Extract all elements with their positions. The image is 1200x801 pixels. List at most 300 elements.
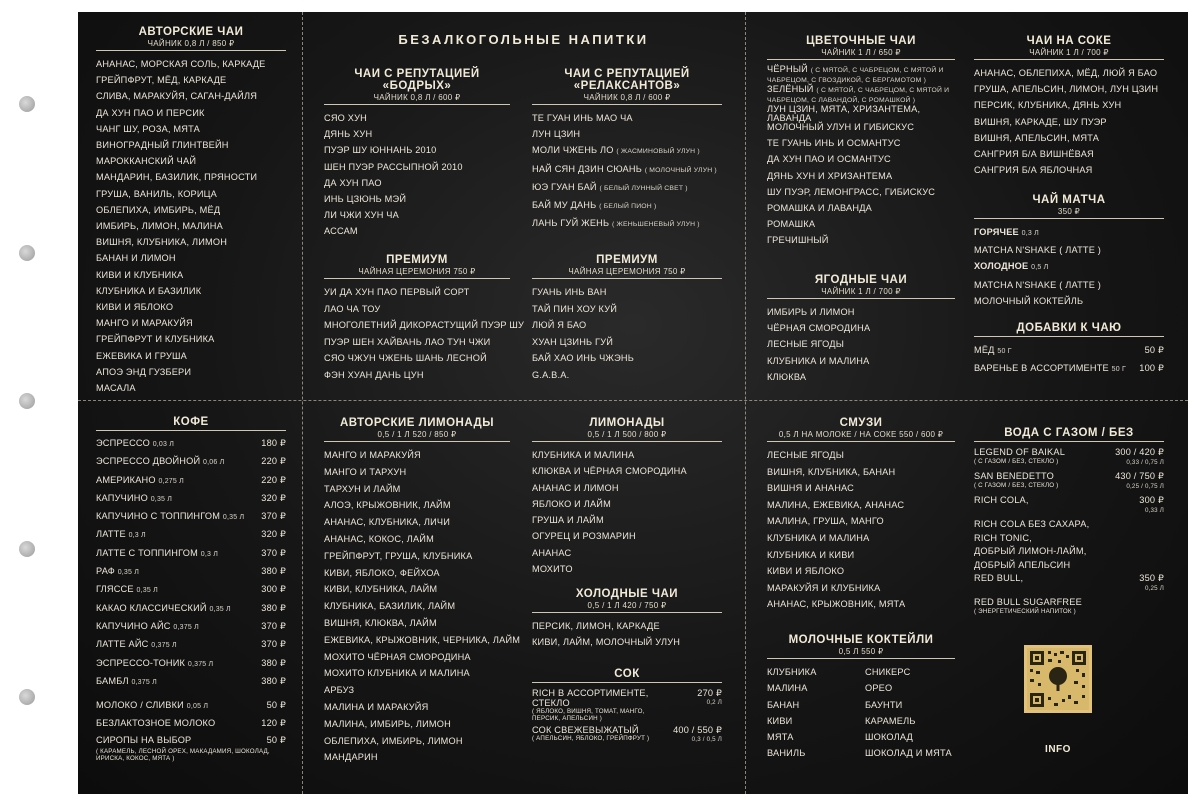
list-item [974,560,1164,571]
list-item: КИВИ, ЯБЛОКО, ФЕЙХОА [324,567,440,578]
list-item [974,533,1164,544]
section-title: АВТОРСКИЕ ЛИМОНАДЫ [339,417,495,429]
item-price: 320 ₽ [261,529,286,540]
section-subtitle: ЧАЙНИК 0,8 Л / 850 ₽ [147,39,235,48]
list-item: АПОЭ ЭНД ГУЗБЕРИ [96,366,192,377]
binder-hole [19,245,35,261]
item-price-value: 300 ₽ [1139,495,1164,505]
list-item [767,105,955,123]
list-item: ГРЕЙПФРУТ, МЁД, КАРКАДЕ [96,75,227,86]
item-name: ДОБРЫЙ ЛИМОН-ЛАЙМ, [974,546,1087,556]
item-name: КАПУЧИНО АЙС [96,620,171,631]
list-item [96,526,286,544]
section-subtitle: 0,5 Л НА МОЛОКЕ / НА СОКЕ 550 / 600 ₽ [778,430,944,439]
list-item: МНОГОЛЕТНИЙ ДИКОРАСТУЩИЙ ПУЭР ШУ [324,320,525,331]
list-item: ТАРХУН И ЛАЙМ [324,483,401,494]
list-item: МАРАКУЙЯ И КЛУБНИКА [767,582,881,593]
item-volume: 0,25 / 0,75 Л [1126,482,1164,490]
list-item: КЛЮКВА [767,371,807,382]
section-subtitle: ЧАЙНИК 1 Л / 700 ₽ [1029,48,1109,57]
item-price: 380 ₽ [261,657,286,668]
item-name: НАЙ СЯН ДЗИН СЮАНЬ [532,163,642,174]
list-item: MATCHA N'SHAKE ( ЛАТТЕ ) [974,245,1102,256]
section-title-2: «БОДРЫХ» [382,80,452,92]
list-item: БАНАН И ЛИМОН [96,253,176,264]
qr-label: INFO [1045,744,1071,755]
section-subtitle: ЧАЙНИК 0,8 Л / 600 ₽ [583,93,671,102]
item-price-value: 350 ₽ [1139,573,1164,583]
item-price: 370 ₽ [261,620,286,631]
list-item: ЛЕСНЫЕ ЯГОДЫ [767,339,845,350]
item-volume: 0,375 Л [187,660,214,668]
item-price: 50 ₽ [266,700,286,711]
list-item [767,85,955,105]
list-item: МОХИТО ЧЁРНАЯ СМОРОДИНА [324,651,471,662]
list-item [96,563,286,581]
item-price [697,688,722,708]
list-item: КЛУБНИКА И КИВИ [767,549,855,560]
list-item: ВИНОГРАДНЫЙ ГЛИНТВЕЙН [96,140,229,151]
list-item: САНГРИЯ Б/А ЯБЛОЧНАЯ [974,165,1093,176]
item-name: РОМАШКА [767,219,816,230]
cold-teas-section [532,588,722,651]
list-item: АНАНАС, ОБЛЕПИХА, МЁД, ЛЮЙ Я БАО [974,68,1158,78]
item-volume: 0,33 Л [1144,506,1164,514]
item-price: 50 ₽ [266,734,286,745]
list-item [96,732,286,748]
item-name: ГРЕЧИШНЫЙ [767,235,829,246]
item-name: LEGEND OF BAIKAL [974,447,1066,457]
item-volume: 0,2 Л [706,699,722,706]
list-item: СНИКЕРС [865,667,911,677]
item-name: КАПУЧИНО [96,492,148,503]
item-name: ЛАТТЕ С ТОППИНГОМ [96,547,198,558]
list-item: КИВИ, КЛУБНИКА, ЛАЙМ [324,584,438,595]
item-note: ( БЕЛЫЙ ПИОН ) [599,203,657,211]
item-note: ( ЯБЛОКО, ВИШНЯ, ТОМАТ, МАНГО, ПЕРСИК, АПЕЛЬСИН ) [532,708,645,722]
item-volume: 0,03 Л [152,441,175,448]
item-name: ШУ ПУЭР, ЛЕМОНГРАСС, ГИБИСКУС [767,186,936,197]
list-item: АНАНАС, КЛУБНИКА, ЛИЧИ [324,517,451,528]
item-name: МЁД [974,345,995,355]
list-item [96,618,286,636]
item-price: 100 ₽ [1139,363,1164,374]
item-name: АМЕРИКАНО [96,474,156,485]
list-item: ПУЭР ШУ ЮННАНЬ 2010 [324,145,437,156]
list-item: ПУЭР ШЕН ХАЙВАНЬ ЛАО ТУН ЧЖИ [324,336,491,347]
list-item: КИВИ [767,715,793,726]
list-item [532,126,722,142]
list-item: ВИШНЯ, КЛУБНИКА, ЛИМОН [96,237,228,248]
list-item [96,435,286,453]
water-section [974,427,1164,618]
item-name: МОЛОЧНЫЙ УЛУН И ГИБИСКУС [767,122,915,132]
list-item [974,360,1164,378]
list-item: МАЛИНА, ЕЖЕВИКА, АНАНАС [767,499,905,510]
list-item: ОБЛЕПИХА, ИМБИРЬ, ЛИМОН [324,735,463,746]
list-item: БАУНТИ [865,699,903,710]
item-price: 370 ₽ [261,511,286,522]
item-note: ( АПЕЛЬСИН, ЯБЛОКО, ГРЕЙПФРУТ ) [532,735,650,742]
item-name: БЕЗЛАКТОЗНОЕ МОЛОКО [96,718,216,729]
list-item [974,447,1164,468]
list-item: КЛУБНИКА И БАЗИЛИК [96,285,202,296]
item-name: RICH COLA БЕЗ САХАРА, [974,519,1090,529]
list-item: ТАЙ ПИН ХОУ КУЙ [532,303,618,314]
list-item [767,188,955,204]
relax-teas-section [532,68,722,233]
item-volume: 0,35 Л [222,514,245,522]
list-item: МАСАЛА [96,383,136,394]
item-name: СИРОПЫ НА ВЫБОР [96,734,192,745]
list-item: КАРАМЕЛЬ [865,715,916,726]
item-name: ТЕ ГУАН ИНЬ МАО ЧА [532,113,633,123]
item-name: ВАРЕНЬЕ В АССОРТИМЕНТЕ [974,363,1109,374]
section-subtitle: ЧАЙНИК 0,8 Л / 600 ₽ [373,93,461,102]
list-item: МОХИТО КЛУБНИКА И МАЛИНА [324,668,470,679]
list-item: ЕЖЕВИКА И ГРУША [96,350,187,361]
section-title: ХОЛОДНЫЕ ЧАИ [575,588,679,600]
item-price: 380 ₽ [261,566,286,577]
list-item: ГРУША, АПЕЛЬСИН, ЛИМОН, ЛУН ЦЗИН [974,84,1159,95]
section-subtitle: ЧАЙНИК 1 Л / 700 ₽ [821,287,901,296]
item-volume: 0,375 Л [151,642,177,650]
list-item [767,172,955,188]
item-name: ЗЕЛЁНЫЙ [767,84,814,94]
list-item: ГРУША И ЛАЙМ [532,515,604,526]
list-item: КЛУБНИКА И МАЛИНА [767,532,870,543]
section-subtitle: 0,5 / 1 Л 520 / 850 ₽ [377,430,457,439]
list-item: СЯО ХУН [324,113,367,123]
lemonades-section [532,417,722,577]
juice-teas-section [974,35,1164,178]
list-item: МАЛИНА [767,683,808,694]
item-name: РАФ [96,566,115,577]
item-name: SAN BENEDETTO [974,471,1055,481]
list-item [974,519,1164,530]
item-price: 120 ₽ [261,718,286,729]
item-name: ДОБРЫЙ АПЕЛЬСИН [974,559,1071,570]
item-name: RICH TONIC, [974,532,1033,543]
list-item [96,600,286,618]
menu-sheet [78,12,1188,794]
list-item: ЧАНГ ШУ, РОЗА, МЯТА [96,123,200,134]
list-item: ГРУША, ВАНИЛЬ, КОРИЦА [96,188,217,199]
list-item: САНГРИЯ Б/А ВИШНЁВАЯ [974,149,1094,160]
item-price-value: 300 / 420 ₽ [1115,447,1164,457]
list-item [96,697,286,715]
list-item: ИНЬ ЦЗЮНЬ МЭЙ [324,194,407,205]
list-item: КИВИ И ЯБЛОКО [96,302,174,313]
list-item: АРБУЗ [324,685,355,696]
list-item: МАНГО И ТАРХУН [324,466,407,477]
list-item: КИВИ И ЯБЛОКО [767,566,845,577]
section-title: КОФЕ [173,416,209,428]
list-item: ПЕРСИК, ЛИМОН, КАРКАДЕ [532,621,660,631]
item-name: ЛУН ЦЗИН [532,129,581,140]
item-name: БАЙ МУ ДАНЬ [532,200,597,211]
list-item [96,453,286,471]
flower-teas-section [767,35,955,253]
item-volume: 0,3 / 0,5 Л [691,736,722,743]
item-name: ЭСПРЕССО-ТОНИК [96,657,186,668]
list-item: ОГУРЕЦ И РОЗМАРИН [532,531,636,542]
item-price: 180 ₽ [261,438,286,448]
list-item: ВАНИЛЬ [767,748,806,759]
item-name: КАПУЧИНО С ТОППИНГОМ [96,511,221,522]
item-price: 320 ₽ [261,492,286,503]
list-item: КЛУБНИКА И МАЛИНА [767,355,870,366]
item-note: ( ЖЕНЬШЕНЕВЫЙ УЛУН ) [611,221,700,229]
section-subtitle: 0,5 / 1 Л 500 / 800 ₽ [587,430,667,439]
list-item [974,573,1164,594]
menu-title: БЕЗАЛКОГОЛЬНЫЕ НАПИТКИ [398,32,649,47]
item-price [1139,573,1164,594]
item-volume: 0,35 Л [117,569,140,577]
list-item: КЛУБНИКА И МАЛИНА [532,450,635,460]
list-item [532,142,722,160]
item-name: RED BULL, [974,573,1024,583]
list-item: АНАНАС [532,547,572,558]
list-item [532,161,722,179]
list-item: ГРЕЙПФРУТ, ГРУША, КЛУБНИКА [324,550,473,561]
matcha-hot: ГОРЯЧЕЕ 0,3 Л [974,227,1039,237]
list-item: МОХИТО [532,564,573,575]
item-name: МОЛОКО / СЛИВКИ [96,700,184,711]
list-item: ОРЕО [865,683,893,694]
item-volume: 0,375 Л [131,678,157,686]
section-subtitle: ЧАЙНИК 1 Л / 650 ₽ [821,48,901,57]
list-item [96,655,286,673]
list-item: ДА ХУН ПАО И ПЕРСИК [96,107,205,118]
item-note: ( С ГАЗОМ / БЕЗ, СТЕКЛО ) [974,481,1059,489]
list-item [96,636,286,654]
item-name: РОМАШКА И ЛАВАНДА [767,202,872,213]
section-title: ЦВЕТОЧНЫЕ ЧАИ [806,35,916,47]
list-item [96,545,286,563]
addons-section [974,322,1164,378]
item-note: ( ЭНЕРГЕТИЧЕСКИЙ НАПИТОК ) [974,607,1076,615]
author-teas-section [96,26,286,396]
item-note: ( С МЯТОЙ, С ЧАБРЕЦОМ, С МЯТОЙ И ЧАБРЕЦОМ, С ЛАВАНДОЙ, С РОМАШКОЙ ) [767,87,950,104]
list-item: ШОКОЛАД И МЯТА [865,748,952,759]
berry-teas-section [767,274,955,385]
list-item [767,123,955,139]
section-title: ДОБАВКИ К ЧАЮ [1016,322,1122,334]
item-volume: 0,3 Л [128,532,146,540]
item-volume: 0,35 Л [209,605,231,613]
list-item [532,215,722,233]
binder-hole [19,541,35,557]
matcha-section [974,194,1164,309]
juice-section [532,668,722,748]
item-volume: 0,275 Л [158,477,184,485]
item-name: ЧЁРНЫЙ [767,64,808,74]
list-item: СЯО ЧЖУН ЧЖЕНЬ ШАНЬ ЛЕСНОЙ [324,353,487,364]
item-price [1115,471,1164,492]
list-item: MATCHA N'SHAKE ( ЛАТТЕ ) [974,279,1102,290]
item-price: 300 ₽ [261,584,286,595]
item-price: 380 ₽ [261,602,286,613]
list-item [96,581,286,599]
coffee-section [96,416,286,762]
premium-section-1 [324,254,525,384]
section-subtitle: 350 ₽ [1057,207,1081,216]
list-item: G.A.B.A. [532,369,570,380]
section-title-2: «РЕЛАКСАНТОВ» [573,80,681,92]
list-item: АЛОЭ, КРЫЖОВНИК, ЛАЙМ [324,500,451,511]
item-volume: 0,375 Л [173,623,199,631]
list-item: КЛУБНИКА, БАЗИЛИК, ЛАЙМ [324,601,456,612]
list-item: КИВИ И КЛУБНИКА [96,269,184,280]
list-item [532,197,722,215]
list-item: МАЛИНА И МАРАКУЙЯ [324,701,429,712]
item-name: ЭСПРЕССО ДВОЙНОЙ [96,456,201,467]
list-item: МОЛОЧНЫЙ КОКТЕЙЛЬ [974,295,1084,306]
binder-hole [19,96,35,112]
list-item [767,204,955,220]
item-name: RED BULL SUGARFREE [974,597,1082,607]
list-item [96,508,286,526]
list-item [96,490,286,508]
item-price: 220 ₽ [261,474,286,485]
list-item: АНАНАС И ЛИМОН [532,482,619,493]
list-item [974,471,1164,492]
list-item: ВИШНЯ, АПЕЛЬСИН, МЯТА [974,132,1100,143]
list-item: МАЛИНА, ГРУША, МАНГО [767,516,884,527]
list-item: МАНДАРИН [324,752,378,763]
list-item: МАНГО И МАРАКУЙЯ [324,450,421,460]
list-item: БАНАН [767,699,800,710]
item-name: ЮЭ ГУАН БАЙ [532,181,597,192]
list-item: УИ ДА ХУН ПАО ПЕРВЫЙ СОРТ [324,287,470,297]
item-note: ( С МЯТОЙ, С ЧАБРЕЦОМ, С МЯТОЙ И ЧАБРЕЦОМ, С ГВОЗДИКОЙ, С БЕРГАМОТОМ ) [767,67,944,84]
list-item: ИМБИРЬ И ЛИМОН [767,307,855,317]
section-title: СОК [614,668,640,680]
item-price: 370 ₽ [261,639,286,650]
list-item: МАНГО И МАРАКУЙЯ [96,318,193,329]
premium-section-2 [532,254,722,384]
list-item: ВИШНЯ И АНАНАС [767,483,855,494]
list-item [767,155,955,171]
item-name: СОК СВЕЖЕВЫЖАТЫЙ [532,725,639,735]
list-item: АНАНАС, МОРСКАЯ СОЛЬ, КАРКАДЕ [96,59,266,69]
list-item [532,688,722,722]
binder-hole [19,393,35,409]
section-title: ЯГОДНЫЕ ЧАИ [814,274,908,286]
section-title: ЧАИ НА СОКЕ [1026,35,1112,47]
item-price-value: 400 / 550 ₽ [673,725,722,735]
item-name: ЛАНЬ ГУЙ ЖЕНЬ [532,218,610,229]
item-name: ЛУН ЦЗИН, МЯТА, ХРИЗАНТЕМА, ЛАВАНДА [767,104,921,123]
section-subtitle: 0,5 / 1 Л 420 / 750 ₽ [587,601,667,610]
item-price-value: 270 ₽ [697,688,722,698]
item-volume: 50 Г [997,348,1012,355]
item-note: ( С ГАЗОМ / БЕЗ, СТЕКЛО ) [974,457,1059,465]
smoothies-section [767,417,955,613]
list-item: ЛАО ЧА ТОУ [324,303,381,314]
list-item: ЛИ ЧЖИ ХУН ЧА [324,210,399,221]
list-item [974,546,1164,557]
item-volume: 0,35 Л [150,495,173,503]
list-item [532,110,722,126]
list-item: ЛЕСНЫЕ ЯГОДЫ [767,450,845,460]
syrup-note: ( КАРАМЕЛЬ, ЛЕСНОЙ ОРЕХ, МАКАДАМИЯ, ШОКОЛАД, ИРИСКА, КОКОС, МЯТА ) [96,748,270,763]
list-item [96,472,286,490]
list-item: КЛЮКВА И ЧЁРНАЯ СМОРОДИНА [532,466,687,477]
list-item: МАРОККАНСКИЙ ЧАЙ [96,156,197,167]
list-item [974,342,1164,360]
list-item: ВИШНЯ, КЛЮКВА, ЛАЙМ [324,617,437,628]
list-item: АНАНАС, КРЫЖОВНИК, МЯТА [767,599,906,610]
section-title: ВОДА С ГАЗОМ / БЕЗ [1004,427,1134,439]
list-item: ВИШНЯ, КАРКАДЕ, ШУ ПУЭР [974,116,1107,127]
item-price-value: 430 / 750 ₽ [1115,471,1164,481]
list-item: КИВИ, ЛАЙМ, МОЛОЧНЫЙ УЛУН [532,637,681,648]
item-name: ЛАТТЕ [96,529,126,540]
section-subtitle: ЧАЙНАЯ ЦЕРЕМОНИЯ 750 ₽ [568,267,686,276]
item-note: ( МОЛОЧНЫЙ УЛУН ) [644,166,717,174]
section-subtitle: 0,5 Л 550 ₽ [838,647,884,656]
section-title: СМУЗИ [839,417,883,429]
section-title: ПРЕМИУМ [386,254,448,266]
list-item [96,673,286,691]
author-lemonades-section [324,417,521,766]
item-volume: 0,25 Л [1144,584,1164,592]
item-note: ( БЕЛЫЙ ЛУННЫЙ СВЕТ ) [599,184,688,192]
list-item: ПЕРСИК, КЛУБНИКА, ДЯНЬ ХУН [974,100,1122,111]
list-item: КЛУБНИКА [767,667,817,677]
list-item: АССАМ [324,226,358,237]
list-item: ДА ХУН ПАО [324,177,382,188]
section-title: ЧАИ С РЕПУТАЦИЕЙ [564,68,690,80]
item-name: КАКАО КЛАССИЧЕСКИЙ [96,602,207,613]
item-volume: 0,06 Л [203,459,225,467]
list-item: ШОКОЛАД [865,732,913,743]
qr-code[interactable] [1024,645,1092,713]
list-item: ЛЮЙ Я БАО [532,320,587,331]
section-title: ПРЕМИУМ [596,254,658,266]
list-item: ВИШНЯ, КЛУБНИКА, БАНАН [767,466,896,477]
section-title: ЧАИ С РЕПУТАЦИЕЙ [354,68,480,80]
list-item [532,179,722,197]
bold-teas-section [324,68,510,240]
list-item: ФЭН ХУАН ДАНЬ ЦУН [324,369,424,380]
item-name: RICH В АССОРТИМЕНТЕ, СТЕКЛО [532,688,649,708]
item-name: ДА ХУН ПАО И ОСМАНТУС [767,154,891,165]
list-item: ГРЕЙПФРУТ И КЛУБНИКА [96,334,215,345]
list-item [974,495,1164,516]
milkshakes-section [767,634,955,762]
item-name: ГЛЯССЕ [96,584,134,595]
list-item: ЧЁРНАЯ СМОРОДИНА [767,323,871,334]
item-name: ДЯНЬ ХУН И ХРИЗАНТЕМА [767,170,893,181]
list-item: ИМБИРЬ, ЛИМОН, МАЛИНА [96,221,223,232]
item-name: БАМБЛ [96,675,129,686]
list-item: АНАНАС, КОКОС, ЛАЙМ [324,533,434,544]
item-name: ЛАТТЕ АЙС [96,639,149,650]
list-item [767,139,955,155]
item-name: МОЛИ ЧЖЕНЬ ЛО [532,145,614,156]
binder-hole [19,689,35,705]
list-item [974,597,1164,615]
matcha-cold: ХОЛОДНОЕ 0,5 Л [974,261,1049,272]
list-item [767,236,955,252]
section-title: МОЛОЧНЫЕ КОКТЕЙЛИ [788,634,934,646]
list-item: ШЕН ПУЭР РАССЫПНОЙ 2010 [324,161,463,172]
item-note: ( ЖАСМИНОВЫЙ УЛУН ) [616,148,700,156]
list-item [767,220,955,236]
